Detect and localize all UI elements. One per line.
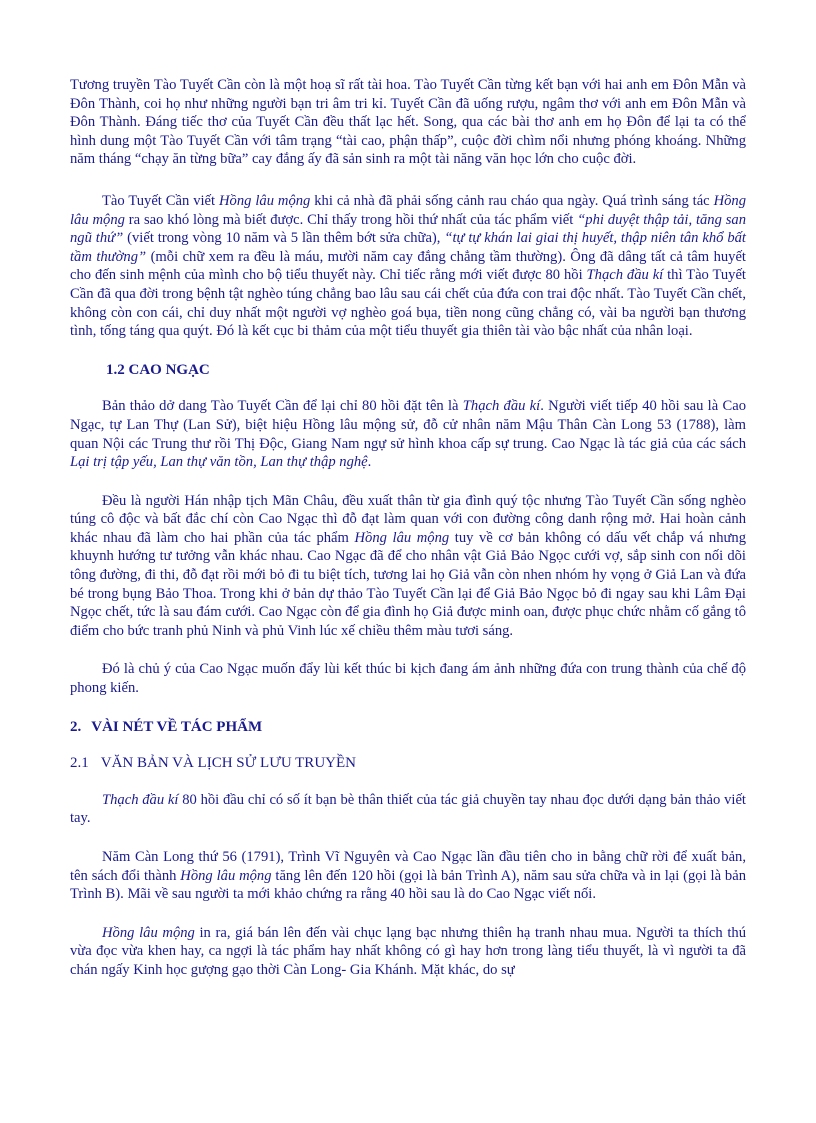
text-run: Đều là người Hán nhập tịch Mãn Châu, đều xuất thân từ gia đình quý tộc nhưng Tào Tuyết Cần sống nghèo túng cô độc và bất đắc chí còn Cao Ngạc thì đỗ đạt làm quan với con đường công danh rộng mở. Hai hoàn cảnh khác nhau đã làm cho hai phần của tác phẩm [70,492,746,546]
paragraph-writing-hong-lau-mong [70,192,746,341]
paragraph-manuscript [70,791,746,828]
text-run: tăng lên đến 120 hồi (gọi là bản Trình A), năm sau sửa chữa và in lại (gọi là bản Trình B). Mãi về sau người ta mới khảo chứng ra rằng 40 hồi sau là do Cao Ngạc viết nối. [70,867,746,903]
paragraph-comparison [70,492,746,641]
paragraph-text: Tương truyền Tào Tuyết Cần còn là một hoạ sĩ rất tài hoa. Tào Tuyết Cần từng kết bạn với hai anh em Đôn Mẫn và Đôn Thành, coi họ như những người bạn tri âm tri kỉ. Tuyết Cần đã uống rượu, ngâm thơ với anh em Đôn Mẫn và Đôn Thành. Đáng tiếc thơ của Tuyết Cần đều thất lạc hết. Song, qua các bài thơ anh em họ Đôn để lại ta có thể hình dung một Tào Tuyết Cần với tâm trạng “tài cao, phận thấp”, cuộc đời chìm nổi nhưng phóng khoáng. Những năm tháng “chạy ăn từng bữa” cay đắng ấy đã sản sinh ra một tài năng văn học lớn cho cuộc đời. [70,77,746,168]
text-run: khi cả nhà đã phải sống cảnh rau cháo qua ngày. Quá trình sáng tác [310,192,714,209]
heading-number: 2. [70,718,82,735]
text-run: (mỗi chữ xem ra đều là máu, mười năm cay đắng chẳng tầm thường). Ông đã dâng tất cả tâm huyết cho đến sinh mệnh của mình cho bộ tiểu thuyết này. Chỉ tiếc rằng mới viết được 80 hồi [70,248,746,284]
paragraph-reception [70,924,746,980]
heading-text: VĂN BẢN VÀ LỊCH SỬ LƯU TRUYỀN [100,755,356,772]
book-title: Hồng lâu mộng [219,192,311,209]
section-heading-work [70,718,746,737]
paragraph-text: Đó là chủ ý của Cao Ngạc muốn đẩy lùi kết thúc bi kịch đang ám ảnh những đứa con trung thành của chế độ phong kiến. [70,661,746,697]
quote: “tự tự khán lai giai thị huyết, thập niên tân khổ bất tầm thường” [70,230,746,265]
text-run: 80 hồi đầu chỉ có số ít bạn bè thân thiết của tác giả chuyền tay nhau đọc dưới dạng bản thảo viết tay. [70,791,746,827]
heading-text: VÀI NÉT VỀ TÁC PHẨM [91,718,263,735]
book-title: Thạch đầu kí [462,398,541,415]
paragraph-cao-ngac-bio [70,397,746,471]
heading-number: 2.1 [70,755,89,772]
book-title: Hồng lâu mộng [180,867,272,884]
text-run: Bản thảo dở dang Tào Tuyết Cần để lại chỉ 80 hồi đặt tên là [102,398,463,415]
book-title: Thạch đầu kí [102,791,179,808]
book-title: Lại trị tập yếu, Lan thự văn tồn, Lan thự thập nghệ [70,454,368,471]
paragraph-printing [70,848,746,904]
book-title: Hồng lâu mộng [70,192,747,228]
text-run: in ra, giá bán lên đến vài chục lạng bạc nhưng thiên hạ tranh nhau mua. Người ta thích thú vừa đọc vừa khen hay, ca ngợi là tác phẩm hay nhất không có gì hay hơn trong làng tiểu thuyết, là vì người ta đã chán ngấy Kinh học gượng gạo thời Càn Long- Gia Khánh. Mặt khác, do sự [70,924,747,978]
paragraph-intent [70,660,746,697]
section-heading-text-history [70,754,746,773]
paragraph-tuyet-can-talent [70,76,746,169]
quote: “phi duyệt thập tải, tăng san ngũ thứ” [70,211,747,247]
text-run: ra sao khó lòng mà biết được. Chỉ thấy trong hồi thứ nhất của tác phẩm viết [124,211,578,228]
text-run: . [367,454,372,471]
text-run: (viết trong vòng 10 năm và 5 lần thêm bớt sửa chữa), [123,230,445,247]
document-page [70,76,746,1000]
text-run: Năm Càn Long thứ 56 (1791), Trình Vĩ Nguyên và Cao Ngạc lần đầu tiên cho in bằng chữ rời để xuất bản, tên sách đổi thành [70,849,746,884]
text-run: tuy về cơ bản không có dấu vết chắp vá nhưng khuynh hướng tư tưởng vẫn khác nhau. Cao Ngạc đã để cho nhân vật Giả Bảo Ngọc cưới vợ, sắp sinh con nối dõi tông đường, đi thi, đỗ đạt rồi mới bỏ đi tu biệt tích, tương lai họ Giả vẫn còn nhen nhóm hy vọng ở Giả Lan và đứa bé trong bụng Bảo Thoa. Trong khi ở bản dự thảo Tào Tuyết Cần lại để Giả Bảo Ngọc bỏ đi ngay sau khi Lâm Đại Ngọc chết, tức là sau đám cưới. Cao Ngạc còn để gia đình họ Giả được minh oan, được phục chức nhằm cố gắng tô điểm cho bức tranh phủ Ninh và phủ Vinh lúc xế chiều thêm màu tươi sáng. [70,529,746,639]
book-title: Hồng lâu mộng [102,924,195,941]
text-run: Tào Tuyết Cần viết [102,192,219,209]
section-heading-cao-ngac: 1.2 CAO NGẠC [106,361,210,378]
text-run: thì Tào Tuyết Cần đã qua đời trong bệnh tật nghèo túng chẳng bao lâu sau cái chết của đứa con trai độc nhất. Tào Tuyết Cần chết, không còn con cái, chỉ duy nhất một người vợ nghèo goá bụa, tiền nong cũng chẳng có, vài ba người bạn thương tình, tống táng qua quýt. Đó là kết cục bi thảm của một tiểu thuyết gia thiên tài vào bậc nhất của nhân loại. [70,267,746,340]
text-run: . Người viết tiếp 40 hồi sau là Cao Ngạc, tự Lan Thự (Lan Sử), biệt hiệu Hồng lâu mộng sử, đỗ cử nhân năm Mậu Thân Càn Long 53 (1788), làm quan Nội các Trung thư rồi Thị Độc, Giang Nam ngự sử hình khoa cấp sự trung. Cao Ngạc là tác giả của các sách [70,398,746,452]
book-title: Thạch đầu kí [586,267,664,284]
book-title: Hồng lâu mộng [354,529,450,546]
